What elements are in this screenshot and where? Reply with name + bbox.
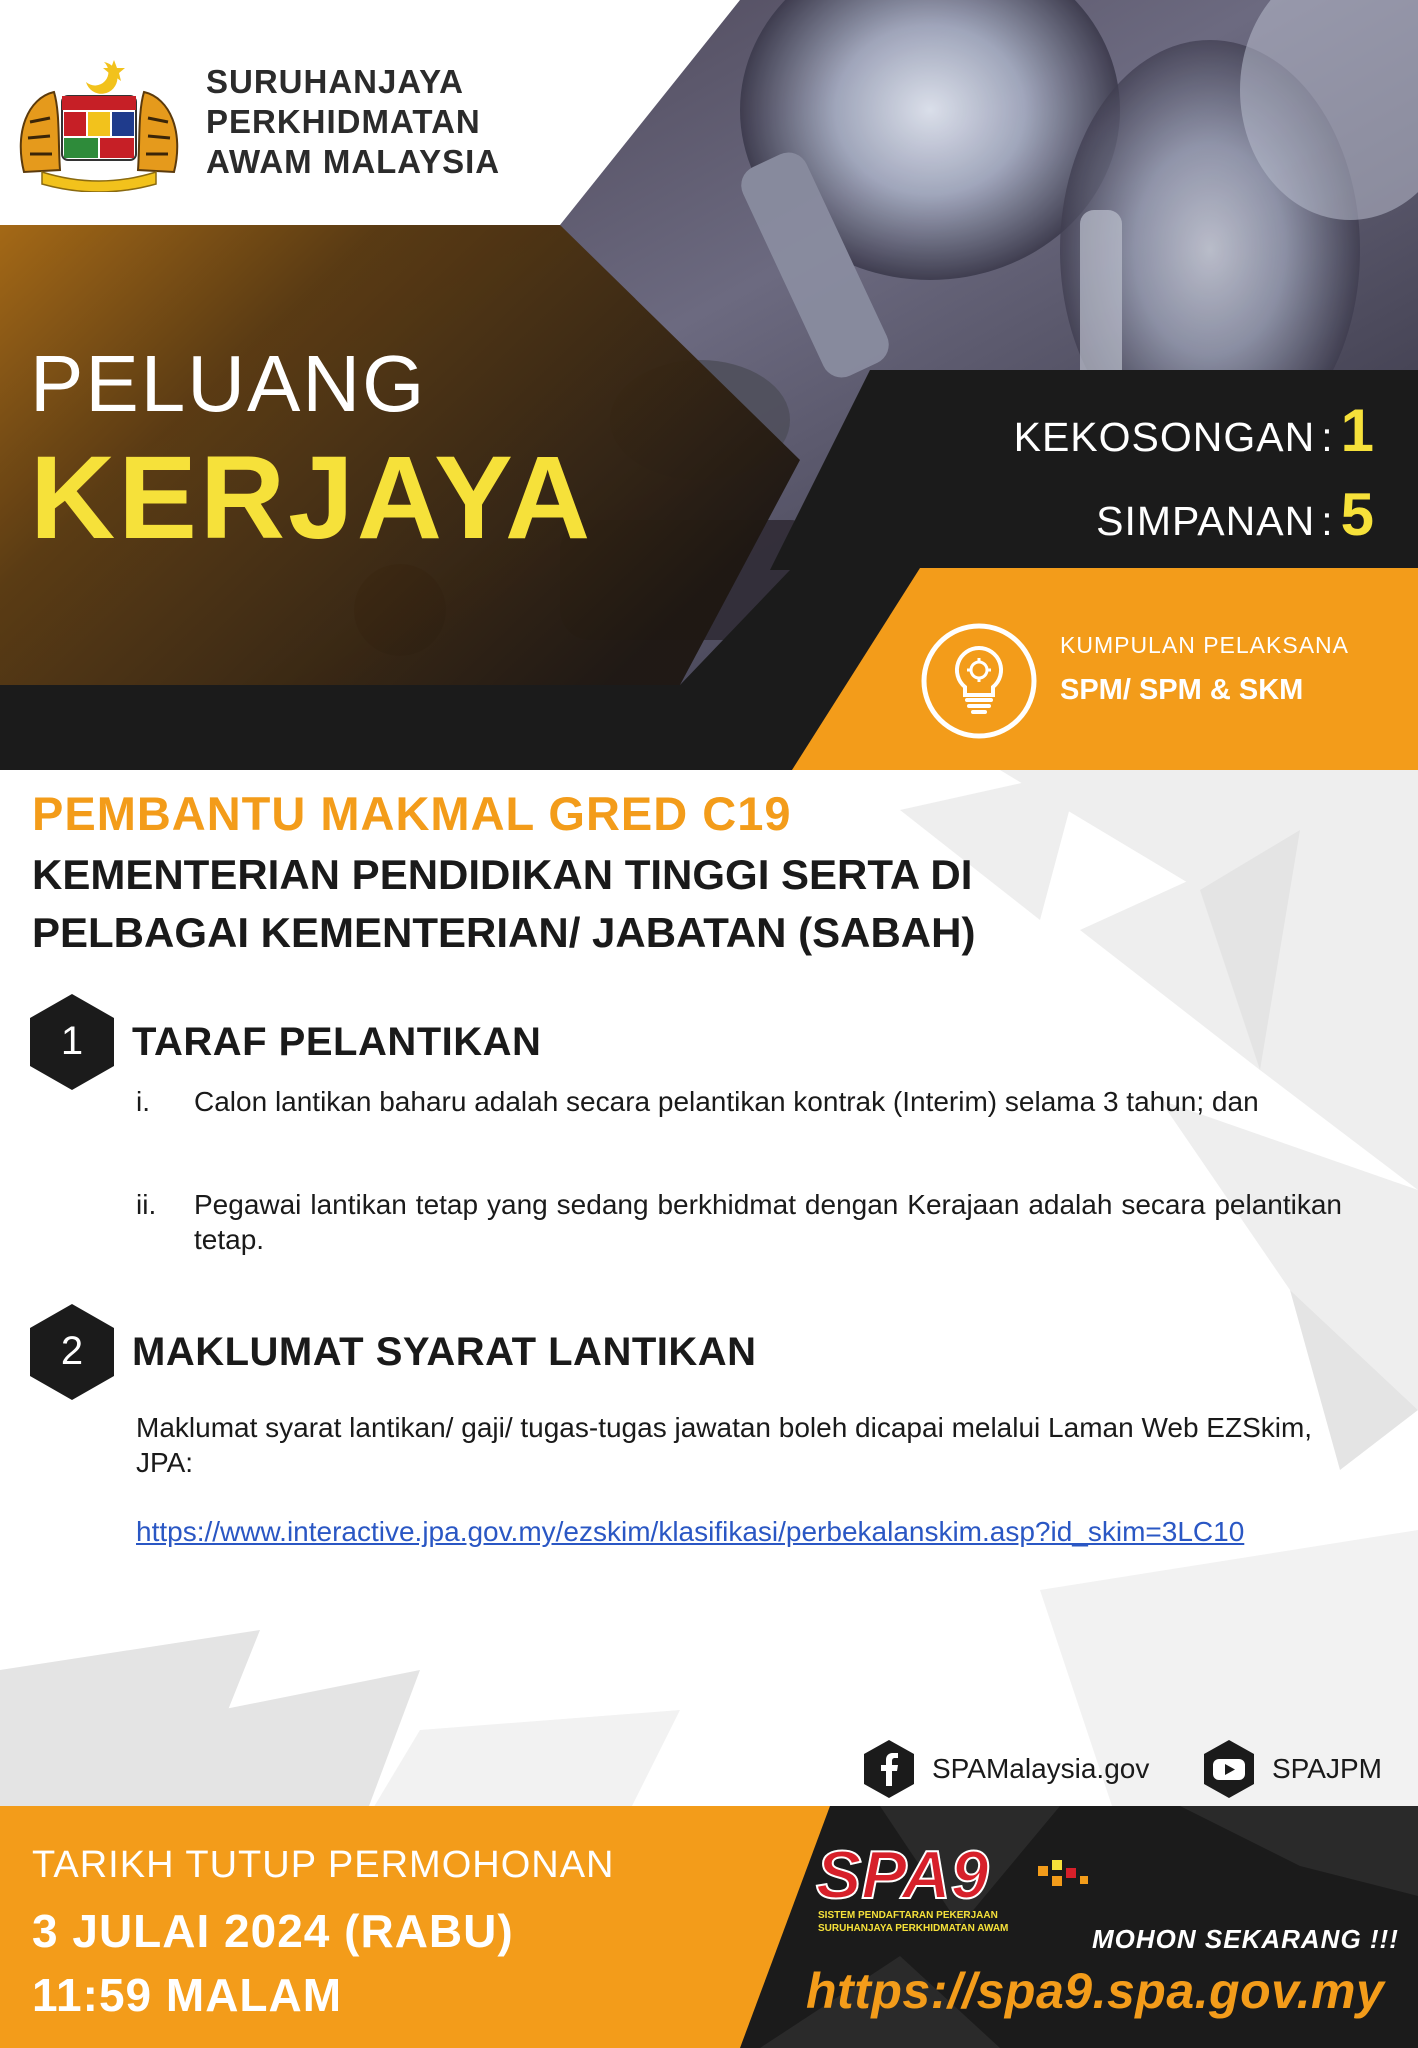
ezskim-link[interactable]: https://www.interactive.jpa.gov.my/ezskim/klasifikasi/perbekalanskim.asp?id_skim=3LC10: [136, 1516, 1245, 1547]
job-title: PEMBANTU MAKMAL GRED C19: [32, 787, 792, 840]
section-number: 1: [60, 1019, 84, 1063]
reserve-stat: [1096, 480, 1374, 549]
organization-header: [14, 52, 500, 192]
section-number: 2: [60, 1329, 84, 1373]
vacancy-label: KEKOSONGAN: [1013, 414, 1316, 460]
lightbulb-gear-icon: [918, 620, 1040, 742]
group-label: KUMPULAN PELAKSANA: [1060, 632, 1349, 658]
reserve-separator: :: [1321, 498, 1333, 544]
spa9-logo-text: SPA9: [816, 1837, 989, 1913]
list-item: [136, 1187, 1342, 1257]
vacancy-stat: [1014, 396, 1374, 465]
facebook-icon: [858, 1738, 920, 1800]
section-heading: TARAF PELANTIKAN: [132, 1020, 542, 1064]
hero-title-bold: KERJAYA: [30, 432, 594, 564]
job-ministry-line: KEMENTERIAN PENDIDIKAN TINGGI SERTA DI: [32, 851, 973, 898]
requirements-paragraph: Maklumat syarat lantikan/ gaji/ tugas-tugas jawatan boleh dicapai melalui Laman Web EZSkim, JPA:: [136, 1412, 1313, 1478]
reserve-count: 5: [1340, 481, 1374, 548]
organization-name: [206, 62, 500, 182]
list-item: [136, 1084, 1342, 1119]
facebook-handle-text: SPAMalaysia.gov: [932, 1753, 1150, 1784]
list-item-number: ii.: [136, 1189, 157, 1220]
hero-title-light: PELUANG: [30, 339, 427, 428]
facebook-handle[interactable]: [858, 1738, 1149, 1800]
reserve-label: SIMPANAN: [1096, 498, 1316, 544]
closing-date-label: TARIKH TUTUP PERMOHONAN: [32, 1844, 615, 1886]
apply-now-text: MOHON SEKARANG !!!: [1092, 1924, 1399, 1954]
job-ministry: [32, 846, 1312, 962]
malaysia-crest-logo: [14, 52, 184, 192]
youtube-handle[interactable]: [1198, 1738, 1382, 1800]
organization-name-line: AWAM MALAYSIA: [206, 143, 501, 180]
spa9-logo: [808, 1820, 1118, 1940]
footer: [0, 1806, 1418, 2048]
vacancy-count: 1: [1340, 397, 1374, 464]
list-item-number: i.: [136, 1086, 150, 1117]
closing-date: 3 JULAI 2024 (RABU): [32, 1905, 514, 1957]
organization-name-line: SURUHANJAYA: [206, 63, 464, 100]
organization-name-line: PERKHIDMATAN: [206, 103, 481, 140]
job-ministry-line: PELBAGAI KEMENTERIAN/ JABATAN (SABAH): [32, 909, 976, 956]
spa9-logo-subtext: SURUHANJAYA PERKHIDMATAN AWAM: [818, 1923, 1009, 1934]
closing-time: 11:59 MALAM: [32, 1969, 343, 2021]
group-value: SPM/ SPM & SKM: [1060, 674, 1304, 706]
spa9-logo-subtext: SISTEM PENDAFTARAN PEKERJAAN: [818, 1910, 998, 1921]
youtube-handle-text: SPAJPM: [1272, 1753, 1382, 1784]
section-heading: MAKLUMAT SYARAT LANTIKAN: [132, 1330, 757, 1374]
hero-banner: [0, 0, 1418, 770]
spa9-url-link[interactable]: https://spa9.spa.gov.my: [806, 1963, 1385, 2019]
youtube-icon: [1198, 1738, 1260, 1800]
list-item-text: Pegawai lantikan tetap yang sedang berkhidmat dengan Kerajaan adalah secara pelantikan tetap.: [194, 1189, 1342, 1255]
vacancy-separator: :: [1321, 414, 1333, 460]
list-item-text: Calon lantikan baharu adalah secara pelantikan kontrak (Interim) selama 3 tahun; dan: [194, 1086, 1259, 1117]
